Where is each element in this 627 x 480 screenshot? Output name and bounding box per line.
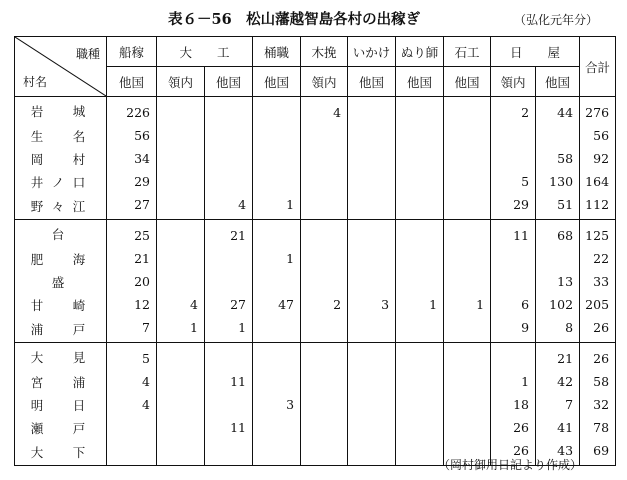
table-row [15,193,616,220]
village-name-char: 岡 [30,151,44,167]
village-name-char: 江 [72,199,86,214]
table-row [15,97,616,125]
village-name-char: 岩 [30,103,44,119]
village-name-cell [15,393,107,416]
value-cell: 18 [491,393,536,416]
value-cell: 21 [536,343,580,371]
value-cell [444,97,491,125]
value-cell: 1 [157,316,205,343]
value-cell [253,124,301,147]
value-cell: 2 [301,293,348,316]
value-cell [491,147,536,170]
subheader: 他国 [396,67,444,97]
value-cell: 5 [107,343,157,371]
total-cell: 276 [580,97,616,125]
value-cell [301,416,348,439]
value-cell [491,343,536,371]
village-name-char [48,150,68,168]
value-cell [253,343,301,371]
value-cell [253,270,301,293]
value-cell: 5 [491,170,536,193]
subheader: 他国 [107,67,157,97]
value-cell [396,193,444,220]
value-cell [107,416,157,439]
value-cell: 27 [107,193,157,220]
total-cell: 205 [580,293,616,316]
value-cell [444,343,491,371]
village-name-char [48,102,68,120]
village-name-cell [15,147,107,170]
total-cell: 164 [580,170,616,193]
value-cell [301,316,348,343]
village-name-char: 浦 [72,374,86,390]
village-name-cell [15,124,107,147]
value-cell [396,170,444,193]
value-cell: 43 [536,439,580,466]
village-name-char: 下 [72,445,86,460]
corner-occupation-label: 職種 [75,47,100,61]
value-cell [348,247,396,270]
value-cell: 4 [107,370,157,393]
value-cell [348,343,396,371]
village-name-char: 浦 [30,322,44,337]
value-cell [396,220,444,248]
village-name-char [48,250,68,268]
total-cell: 56 [580,124,616,147]
village-name-char [48,443,68,461]
value-cell [348,220,396,248]
village-name-char: 大 [30,445,44,460]
table-row [15,247,616,270]
value-cell: 51 [536,193,580,220]
occupation-header: 大 工 [157,37,253,67]
village-name-char: 口 [72,174,86,190]
table-body [15,97,616,466]
value-cell [157,220,205,248]
village-name-cell [15,247,107,270]
table-row [15,270,616,293]
value-cell: 26 [491,416,536,439]
village-name-char: 々 [51,199,65,214]
village-name-char: 崎 [72,297,86,313]
value-cell: 41 [536,416,580,439]
value-cell: 1 [396,293,444,316]
village-name-cell [15,270,107,293]
value-cell [157,124,205,147]
village-name-cell [15,416,107,439]
value-cell [491,270,536,293]
value-cell [396,316,444,343]
occupation-header: いかけ [348,37,396,67]
value-cell [157,270,205,293]
total-cell: 112 [580,193,616,220]
table-row [15,293,616,316]
total-cell: 32 [580,393,616,416]
village-name-char: ノ [51,174,65,190]
value-cell: 11 [205,416,253,439]
total-cell: 125 [580,220,616,248]
village-name-char: 井 [30,174,44,190]
village-name-char: 盛 [51,274,65,290]
value-cell [348,439,396,466]
value-cell [491,124,536,147]
value-cell: 226 [107,97,157,125]
total-cell: 92 [580,147,616,170]
table-row [15,220,616,248]
value-cell [444,170,491,193]
village-name-cell [15,193,107,220]
village-name-char: 明 [30,397,44,413]
village-name-char: 海 [72,251,86,267]
village-name-cell [15,97,107,125]
table-row [15,393,616,416]
total-cell: 26 [580,343,616,371]
table-row [15,316,616,343]
village-name-char [27,273,47,291]
value-cell: 21 [205,220,253,248]
value-cell: 1 [491,370,536,393]
subheader: 他国 [536,67,580,97]
value-cell [157,247,205,270]
value-cell [348,393,396,416]
corner-village-label: 村名 [23,75,48,89]
value-cell [205,439,253,466]
value-cell: 1 [253,247,301,270]
village-name-char: 大 [30,349,44,365]
value-cell [205,247,253,270]
value-cell [444,220,491,248]
value-cell: 7 [536,393,580,416]
value-cell [396,393,444,416]
value-cell [205,270,253,293]
total-cell: 33 [580,270,616,293]
occupation-header: 桶職 [253,37,301,67]
total-header: 合計 [580,37,616,97]
village-name-char [48,396,68,414]
value-cell [205,124,253,147]
village-name-char: 野 [30,199,44,214]
value-cell: 68 [536,220,580,248]
occupation-header: ぬり師 [396,37,444,67]
value-cell [253,147,301,170]
value-cell [396,97,444,125]
village-name-cell [15,439,107,466]
value-cell [253,97,301,125]
value-cell [348,124,396,147]
value-cell: 1 [205,316,253,343]
village-name-cell [15,293,107,316]
value-cell [301,170,348,193]
value-cell [396,147,444,170]
subheader: 他国 [444,67,491,97]
village-name-char: 宮 [30,374,44,390]
value-cell [157,170,205,193]
value-cell: 8 [536,316,580,343]
village-name-char: 見 [72,349,86,365]
value-cell [396,416,444,439]
value-cell [444,316,491,343]
value-cell: 44 [536,97,580,125]
table-title: 表６－56 松山藩越智島各村の出稼ぎ [168,11,421,28]
value-cell [301,270,348,293]
value-cell [348,170,396,193]
value-cell [157,393,205,416]
table-row [15,416,616,439]
value-cell [301,193,348,220]
village-name-char: 生 [30,128,44,144]
value-cell: 56 [107,124,157,147]
value-cell: 11 [205,370,253,393]
value-cell [396,247,444,270]
table-row [15,147,616,170]
village-name-char [48,127,68,145]
value-cell [253,170,301,193]
value-cell: 102 [536,293,580,316]
value-cell [444,416,491,439]
village-name-char: 戸 [72,322,86,337]
village-name-char: 城 [72,103,86,119]
value-cell [205,343,253,371]
village-name-char: 名 [72,128,86,144]
corner-header [15,37,107,97]
value-cell: 4 [107,393,157,416]
value-cell [205,393,253,416]
value-cell [253,439,301,466]
occupation-header: 石工 [444,37,491,67]
value-cell: 4 [301,97,348,125]
occupation-header: 日 屋 [491,37,580,67]
value-cell: 3 [348,293,396,316]
value-cell [253,370,301,393]
value-cell: 21 [107,247,157,270]
value-cell: 29 [107,170,157,193]
value-cell: 13 [536,270,580,293]
village-name-char [69,225,89,243]
value-cell [301,370,348,393]
value-cell [205,170,253,193]
value-cell: 29 [491,193,536,220]
value-cell [444,370,491,393]
total-cell: 78 [580,416,616,439]
value-cell [348,147,396,170]
value-cell [253,220,301,248]
value-cell [301,393,348,416]
total-cell: 22 [580,247,616,270]
value-cell [253,416,301,439]
table-row [15,124,616,147]
village-name-char: 瀬 [30,420,44,436]
value-cell [444,270,491,293]
value-cell [348,316,396,343]
occupation-header: 船稼 [107,37,157,67]
subheader: 他国 [205,67,253,97]
value-cell [396,124,444,147]
value-cell [157,97,205,125]
village-name-char [48,296,68,314]
value-cell: 4 [157,293,205,316]
table-row [15,343,616,371]
value-cell [157,370,205,393]
value-cell [157,343,205,371]
value-cell [444,124,491,147]
value-cell [444,193,491,220]
value-cell: 11 [491,220,536,248]
total-cell: 69 [580,439,616,466]
source-note: （岡村御用日記より作成） [438,458,583,472]
village-name-char [27,225,47,243]
subheader: 領内 [157,67,205,97]
value-cell [301,247,348,270]
value-cell: 58 [536,147,580,170]
value-cell [491,247,536,270]
value-cell [444,247,491,270]
total-cell: 58 [580,370,616,393]
value-cell: 25 [107,220,157,248]
value-cell: 6 [491,293,536,316]
value-cell: 130 [536,170,580,193]
village-name-char: 日 [72,397,86,413]
value-cell: 1 [253,193,301,220]
village-name-char [48,419,68,437]
value-cell [396,270,444,293]
occupation-header: 木挽 [301,37,348,67]
village-name-char: 甘 [30,297,44,313]
value-cell: 3 [253,393,301,416]
value-cell [253,316,301,343]
table-row [15,370,616,393]
value-cell [396,343,444,371]
value-cell [536,124,580,147]
village-name-char [48,320,68,338]
village-name-char [69,273,89,291]
value-cell: 47 [253,293,301,316]
value-cell: 12 [107,293,157,316]
village-name-char: 肥 [30,251,44,267]
value-cell [301,124,348,147]
value-cell [157,416,205,439]
village-name-char: 戸 [72,420,86,436]
value-cell [444,393,491,416]
value-cell: 27 [205,293,253,316]
village-name-cell [15,170,107,193]
village-name-char: 台 [51,226,65,242]
village-name-cell [15,316,107,343]
era-note: （弘化元年分） [514,13,599,27]
village-name-cell [15,343,107,371]
value-cell: 1 [444,293,491,316]
value-cell [396,370,444,393]
value-cell [205,147,253,170]
value-cell [348,416,396,439]
village-name-char [48,373,68,391]
village-name-char: 村 [72,151,86,167]
subheader: 他国 [348,67,396,97]
subheader: 領内 [301,67,348,97]
value-cell: 20 [107,270,157,293]
value-cell [301,343,348,371]
value-cell: 4 [205,193,253,220]
value-cell: 26 [491,439,536,466]
data-table [14,36,616,466]
subheader: 領内 [491,67,536,97]
value-cell [301,439,348,466]
value-cell: 7 [107,316,157,343]
village-name-char [48,348,68,366]
value-cell: 42 [536,370,580,393]
table-row [15,170,616,193]
value-cell [396,439,444,466]
subheader: 他国 [253,67,301,97]
value-cell [348,270,396,293]
value-cell [301,220,348,248]
value-cell [157,439,205,466]
value-cell [157,147,205,170]
village-name-cell [15,220,107,248]
value-cell [348,370,396,393]
value-cell: 34 [107,147,157,170]
value-cell [444,147,491,170]
value-cell: 2 [491,97,536,125]
value-cell [301,147,348,170]
value-cell [205,97,253,125]
value-cell [536,247,580,270]
value-cell [348,193,396,220]
value-cell [157,193,205,220]
total-cell: 26 [580,316,616,343]
value-cell: 9 [491,316,536,343]
value-cell [107,439,157,466]
village-name-cell [15,370,107,393]
value-cell [348,97,396,125]
